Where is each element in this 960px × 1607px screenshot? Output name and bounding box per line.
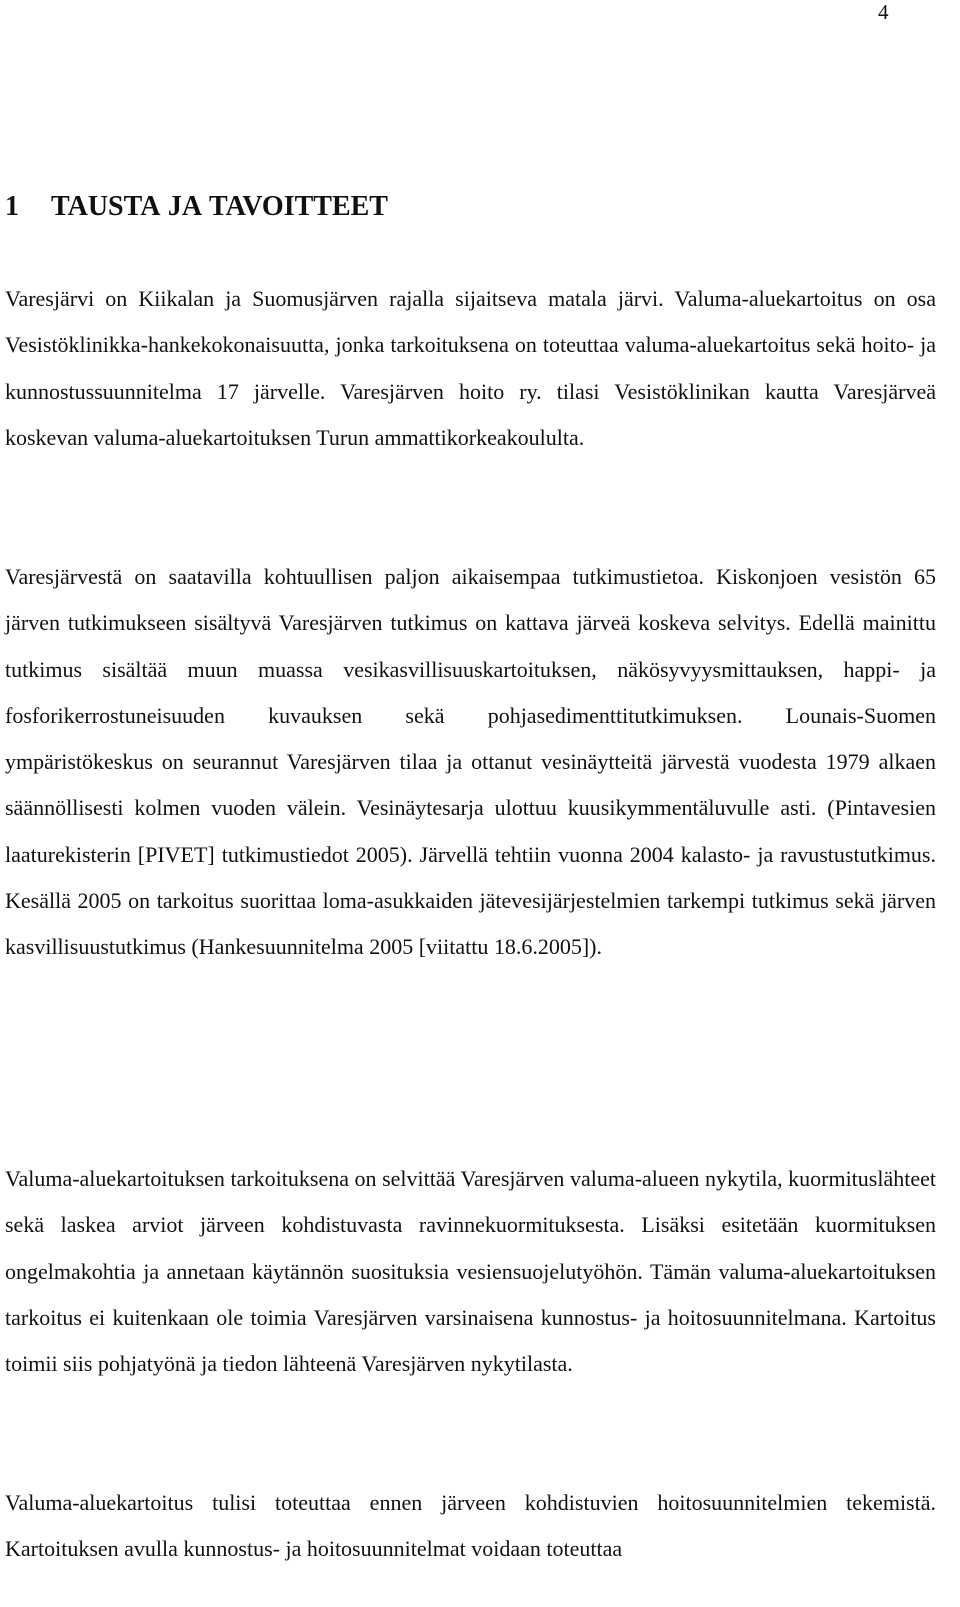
- paragraph-previous-research: Varesjärvestä on saatavilla kohtuullisen paljon aikaisempaa tutkimustietoa. Kiskonjoen vesistön 65 järven tutkimukseen sisältyvä Varesjärven tutkimus on kattava järveä koskeva selvitys. Edellä mainittu tutkimus sisältää muun muassa vesikasvillisuuskartoituksen, näkösyvyysmittauksen, happi- ja fosforikerrostuneisuuden kuvauksen sekä pohjasedimenttitutkimuksen. Lounais-Suomen ympäristökeskus on seurannut Varesjärven tilaa ja ottanut vesinäytteitä järvestä vuodesta 1979 alkaen säännöllisesti kolmen vuoden välein. Vesinäytesarja ulottuu kuusikymmentäluvulle asti. (Pintavesien laaturekisterin [PIVET] tutkimustiedot 2005). Järvellä tehtiin vuonna 2004 kalasto- ja ravustustutkimus. Kesällä 2005 on tarkoitus suorittaa loma-asukkaiden jätevesijärjestelmien tarkempi tutkimus sekä järven kasvillisuustutkimus (Hankesuunnitelma 2005 [viitattu 18.6.2005]).: [5, 564, 936, 960]
- section-number: 1: [5, 191, 19, 222]
- section-heading: [5, 187, 388, 227]
- paragraph-purpose: Valuma-aluekartoituksen tarkoituksena on selvittää Varesjärven valuma-alueen nykytila, kuormituslähteet sekä laskea arviot järveen kohdistuvasta ravinnekuormituksesta. Lisäksi esitetään kuormituksen ongelmakohtia ja annetaan käytännön suosituksia vesiensuojelutyöhön. Tämän valuma-aluekartoituksen tarkoitus ei kuitenkaan ole toimia Varesjärven varsinaisena kunnostus- ja hoitosuunnitelmana. Kartoitus toimii siis pohjatyönä ja tiedon lähteenä Varesjärven nykytilasta.: [5, 1166, 936, 1377]
- page-number: 4: [878, 0, 889, 24]
- section-title: TAUSTA JA TAVOITTEET: [51, 191, 388, 222]
- paragraph-background: Varesjärvi on Kiikalan ja Suomusjärven rajalla sijaitseva matala järvi. Valuma-aluekartoitus on osa Vesistöklinikka-hankekokonaisuutta, jonka tarkoituksena on toteuttaa valuma-aluekartoitus sekä hoito- ja kunnostussuunnitelma 17 järvelle. Varesjärven hoito ry. tilasi Vesistöklinikan kautta Varesjärveä koskevan valuma-aluekartoituksen Turun ammattikorkeakoululta.: [5, 286, 936, 450]
- paragraph-implementation: Valuma-aluekartoitus tulisi toteuttaa ennen järveen kohdistuvien hoitosuunnitelmien tekemistä. Kartoituksen avulla kunnostus- ja hoitosuunnitelmat voidaan toteuttaa: [5, 1490, 936, 1562]
